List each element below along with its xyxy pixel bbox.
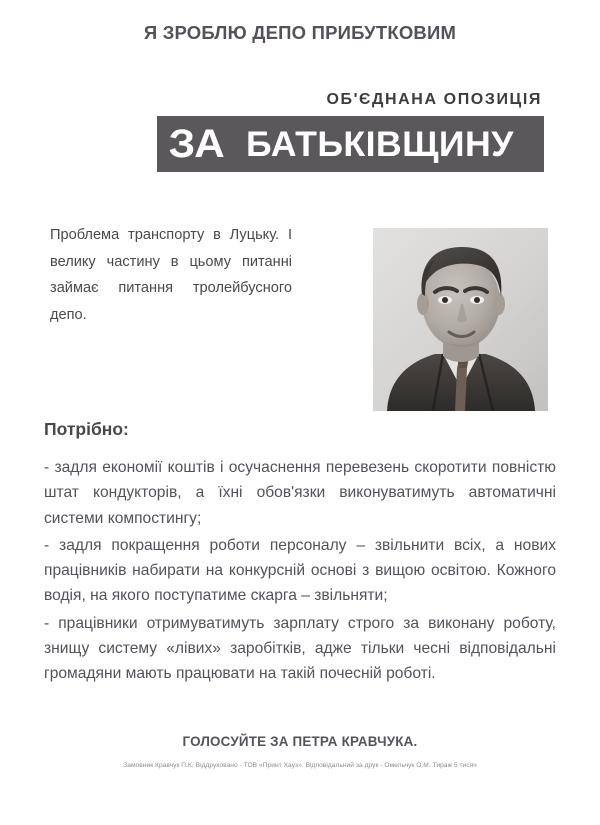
logo-word-batkivshchynu: БАТЬКІВЩИНУ: [245, 124, 514, 164]
body-content: [44, 455, 556, 688]
body-paragraph: - працівники отримуватимуть зарплату строго за виконану роботу, знищу систему «лівих» заробітків, адже тільки чесні відповідальні громадяни мають працювати на такій почесній роботі.: [44, 614, 556, 682]
portrait-image: [373, 228, 548, 411]
body-paragraph: - задля покращення роботи персоналу – звільнити всіх, а нових працівників набирати на конкурсній основі з вищою освітою. Кожного водія, на якого поступатиме скарга – звільняти;: [44, 536, 556, 605]
candidate-portrait: [373, 228, 548, 411]
call-to-action: ГОЛОСУЙТЕ ЗА ПЕТРА КРАВЧУКА.: [182, 734, 418, 749]
logo-supertitle: ОБ'ЄДНАНА ОПОЗИЦІЯ: [326, 91, 542, 108]
imprint-legal-notice: Замовник Кравчук П.К. Віддруковано - ТОВ «Принт Хауз». Відповідальний за друк - Омельчук О.М. Тираж 5 тисяч: [123, 762, 477, 769]
body-paragraph: - задля економії коштів і осучаснення перевезень скоротити повністю штат кондукторів, а їхні обов'язки виконуватимуть автоматичні системи компостингу;: [44, 459, 556, 527]
section-title-potribno: Потрібно:: [44, 419, 129, 439]
intro-paragraph: Проблема транспорту в Луцьку. І велику частину в цьому питанні займає питання тролейбусного депо.: [50, 227, 292, 323]
party-logo: [157, 92, 544, 172]
logo-word-za: ЗА: [168, 122, 224, 166]
page-title: Я ЗРОБЛЮ ДЕПО ПРИБУТКОВИМ: [143, 22, 457, 43]
logo-banner: [157, 116, 544, 172]
